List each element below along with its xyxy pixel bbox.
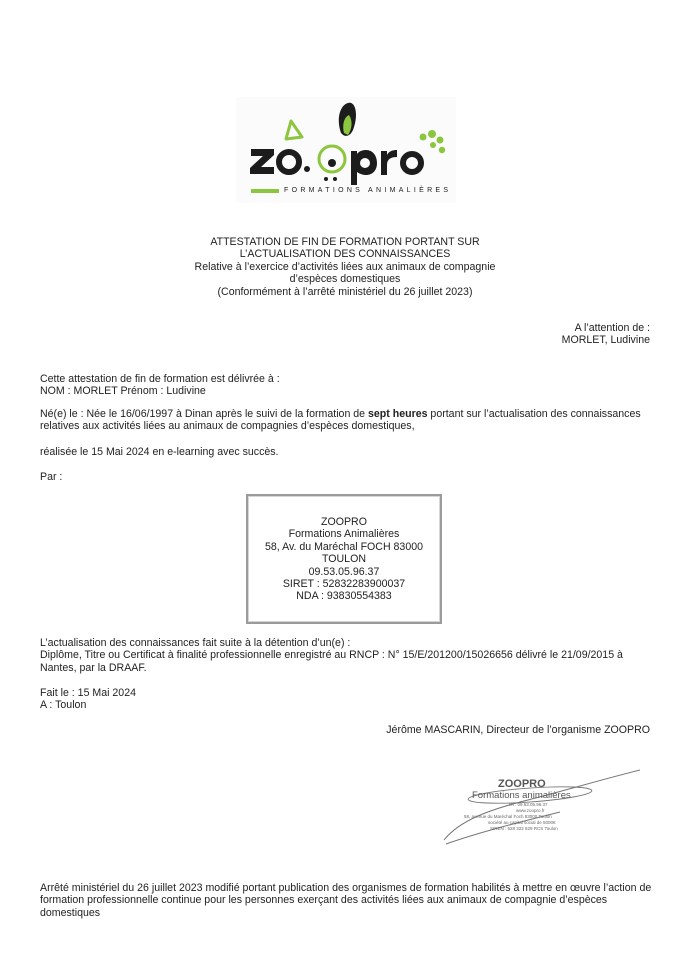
org-line: Formations Animalières: [288, 528, 400, 541]
org-line: 58, Av. du Maréchal FOCH 83000: [264, 540, 423, 553]
place-date-block: [40, 687, 652, 712]
org-line: SIRET : 52832283900037: [282, 578, 406, 591]
prerequisite-intro: L’actualisation des connaissances fait suite à la détention d’un(e) :: [40, 637, 351, 649]
signature-stroke-icon: [440, 762, 650, 862]
completion-text: réalisée le 15 Mai 2024 en e-learning avec succès.: [40, 446, 279, 458]
zoopro-logo: [236, 97, 456, 203]
organization-box: [246, 494, 442, 624]
title-line: (Conformément à l’arrêté ministériel du 26 juillet 2023): [217, 285, 473, 298]
formation-duration: sept heures: [368, 408, 428, 420]
attention-name: MORLET, Ludivine: [561, 334, 650, 347]
stamp-line: www.zoopro.fr: [516, 808, 545, 813]
stamp-name: ZOOPRO: [498, 778, 546, 790]
birth-text: Né(e) le : Née le 16/06/1997 à Dinan après le suivi de la formation de: [40, 408, 369, 420]
org-line: TOULON: [322, 553, 366, 566]
stamp-line: Tel : 09.53.05.96.37: [508, 802, 548, 807]
issue-place: A : Toulon: [40, 699, 87, 712]
org-line: ZOOPRO: [321, 516, 367, 528]
signatory: Jérôme MASCARIN, Directeur de l’organisme ZOOPRO: [386, 724, 650, 736]
title-line: d’espèces domestiques: [289, 273, 401, 286]
attention-block: [562, 322, 650, 347]
title-line: ATTESTATION DE FIN DE FORMATION PORTANT SUR: [210, 236, 480, 248]
prerequisite-block: [40, 637, 652, 674]
formation-paragraph: [40, 408, 652, 433]
issue-date: Fait le : 15 Mai 2024: [40, 687, 136, 699]
footer-legal-note: Arrêté ministériel du 26 juillet 2023 modifié portant publication des organismes de formation habilités à mettre en œuvre l’action de formation professionnelle continue pour les personnes exerçant des activités liées aux animaux de compagnie d’espèces domestiques: [40, 882, 652, 919]
attention-label: A l’attention de :: [574, 322, 650, 334]
org-line: NDA : 93830554383: [296, 590, 392, 603]
stamp-subtitle: Formations animalières: [472, 790, 571, 801]
title-line: Relative à l’exercice d’activités liées aux animaux de compagnie: [194, 260, 496, 273]
stamp-signature: [440, 762, 650, 862]
by-label: Par :: [40, 471, 63, 483]
recipient-name: NOM : MORLET Prénom : Ludivine: [40, 385, 206, 398]
stamp-line: 58, avenue du Maréchal Foch 83000 Toulon: [464, 814, 552, 819]
prerequisite-detail: Diplôme, Titre ou Certificat à finalité professionnelle enregistré au RNCP : N° 15/E/201200/15026656 délivré le 21/09/2015 à Nantes, par la DRAAF.: [40, 649, 623, 674]
org-line: 09.53.05.96.37: [308, 565, 380, 578]
recipient-intro: Cette attestation de fin de formation est délivrée à :: [40, 373, 280, 385]
document-title: [150, 236, 540, 298]
recipient-block: [40, 373, 652, 398]
title-line: L’ACTUALISATION DES CONNAISSANCES: [239, 248, 451, 261]
logo-tagline: FORMATIONS ANIMALIÈRES: [284, 187, 452, 194]
stamp-line: SIREN : 528 322 829 RCS Toulon: [490, 826, 558, 831]
formation-subject: portant sur l’actualisation des connaissances relatives aux activités liées au animaux de compagnies d’espèces domestiques,: [40, 408, 641, 433]
stamp-line: société au capital social de 5000€: [488, 820, 556, 825]
